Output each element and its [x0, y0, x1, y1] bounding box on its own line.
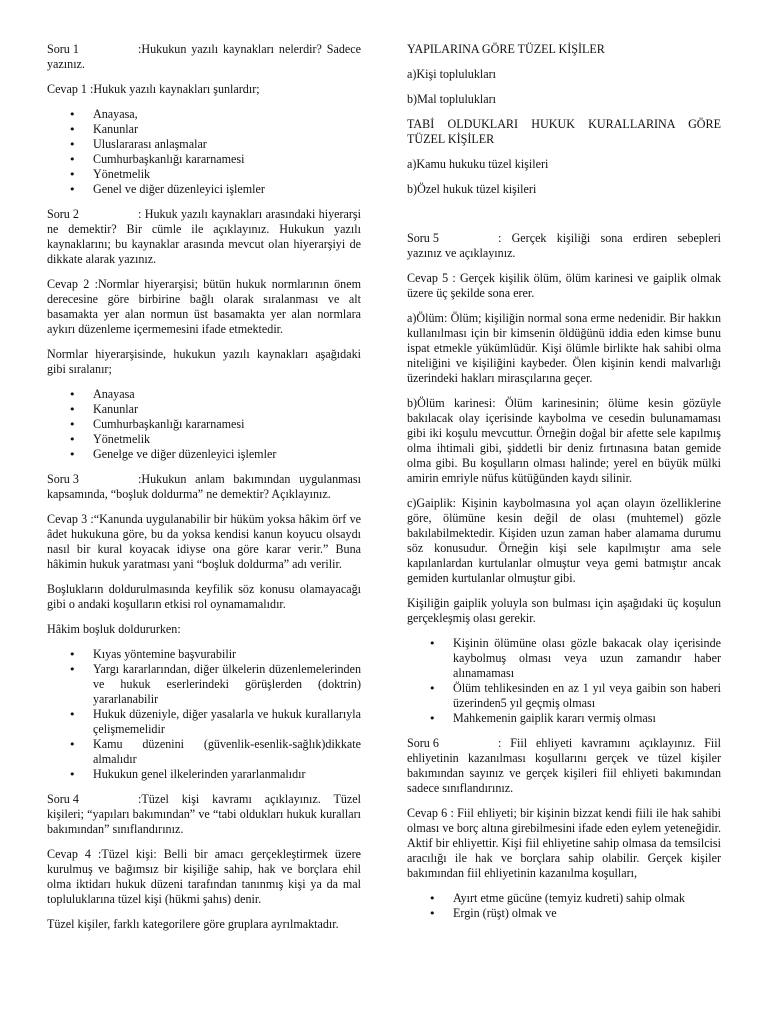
question-6-text: : Fiil ehliyeti kavramını açıklayınız. Fiil ehliyetinin kazanılması koşullarını gerçek ve tüzel kişiler bakımından sayınız ve gerçek kişileri fiil ehliyeti bakımından sadece sınıflandırınız. [407, 736, 721, 795]
answer-3-continued-2: Hâkim boşluk doldururken: [47, 622, 181, 636]
answer-1: Cevap 1 :Hukuk yazılı kaynakları şunlardır; [47, 82, 260, 96]
list-item: • Mahkemenin gaiplik kararı vermiş olması [453, 711, 721, 726]
answer-6-list [407, 891, 721, 921]
answer-4: Cevap 4 :Tüzel kişi: Belli bir amacı gerçekleştirmek üzere kurulmuş ve bağımsız bir kişiliğe sahip, hak ve borçlara ehil olma iktidarı hukuk düzeni tarafından tanınmış kişi ya da mal topluluklarına tüzel kişi (hükmi şahıs) denir. [47, 847, 361, 906]
answer-5-continued: Kişiliğin gaiplik yoluyla son bulması için aşağıdaki üç koşulun gerçekleşmiş olası gerekir. [407, 596, 721, 625]
question-6 [407, 736, 721, 796]
heading-law-type: TABİ OLDUKLARI HUKUK KURALLARINA GÖRE TÜZEL KİŞİLER [407, 117, 721, 146]
list-item: • Genel ve diğer düzenleyici işlemler [93, 182, 361, 197]
list-item: • Hukukun genel ilkelerinden yararlanmalıdır [93, 767, 361, 782]
answer-3-continued: Boşlukların doldurulmasında keyfilik söz konusu olamayacağı gibi o andaki koşulların etkisi rol oynamamalıdır. [47, 582, 361, 611]
question-2 [47, 207, 361, 267]
law-type-item-a: a)Kamu hukuku tüzel kişileri [407, 157, 549, 171]
answer-6: Cevap 6 : Fiil ehliyeti; bir kişinin bizzat kendi fiili ile hak sahibi olması ve borç altına girebilmesini ifade eden eylem yeteneğidir. Aktif bir ehliyettir. Kişi fiil ehliyetine sahip olmasa da temsilcisi aracılığı ile hak ve borçlara sahip olabilir. Gerçek kişiler bakımından fiil ehliyetinin kazanılma koşulları, [407, 806, 721, 880]
answer-5-presumption: b)Ölüm karinesi: Ölüm karinesinin; ölüme kesin gözüyle bakılacak olay içerisinde kaybolma ve cesedin bulunamaması gibi iki koşulu mevcuttur. Örneğin doğal bir afette sele kapılmış olma ihtimali gibi, şiddetli bir deniz fırtınasına batan gemide olma gibi. Bu koşulların olması halinde; yerel en büyük mülki amirin emriyle nüfus kütüğünden kaydı silinir. [407, 396, 721, 485]
question-4 [47, 792, 361, 837]
question-5 [407, 231, 721, 261]
answer-1-list [47, 107, 361, 197]
list-item: • Anayasa [93, 387, 361, 402]
right-column [407, 42, 721, 931]
answer-3-list [47, 647, 361, 782]
question-4-label: Soru 4 [47, 792, 79, 806]
question-4-text: :Tüzel kişi kavramı açıklayınız. Tüzel kişileri; “yapıları bakımından” ve “tabi oldukları hukuk kuralları bakımından” sınıflandırınız. [47, 792, 361, 836]
list-item: • Ayırt etme gücüne (temyiz kudreti) sahip olmak [453, 891, 721, 906]
answer-2-continued: Normlar hiyerarşisinde, hukukun yazılı kaynakları aşağıdaki gibi sıralanır; [47, 347, 361, 376]
list-item: • Kişinin ölümüne olası gözle bakacak olay içerisinde kaybolmuş olması veya uzun zamandır haber alınamaması [453, 636, 721, 681]
question-2-text: : Hukuk yazılı kaynakları arasındaki hiyerarşi ne demektir? Bir cümle ile açıklayınız. Hukukun yazılı kaynaklarını; bu kaynaklar arasında mevcut olan hiyerarşiyi de dikkate alarak yazınız. [47, 207, 361, 266]
list-item: • Anayasa, [93, 107, 361, 122]
question-3-text: :Hukukun anlam bakımından uygulanması kapsamında, “boşluk doldurma” ne demektir? Açıklayınız. [47, 472, 361, 501]
answer-2-list [47, 387, 361, 462]
question-1 [47, 42, 361, 72]
question-3 [47, 472, 361, 502]
question-5-label: Soru 5 [407, 231, 439, 245]
list-item: • Genelge ve diğer düzenleyici işlemler [93, 447, 361, 462]
question-2-label: Soru 2 [47, 207, 79, 221]
list-item: • Cumhurbaşkanlığı kararnamesi [93, 152, 361, 167]
heading-structure: YAPILARINA GÖRE TÜZEL KİŞİLER [407, 42, 605, 56]
question-1-text: :Hukukun yazılı kaynakları nelerdir? Sadece yazınız. [47, 42, 361, 71]
list-item: • Yönetmelik [93, 432, 361, 447]
answer-5-death: a)Ölüm: Ölüm; kişiliğin normal sona erme nedenidir. Bir hakkın kullanılması için bir kimsenin öldüğünü iddia eden kimse bunu ispat etmekle yükümlüdür. Kişi ölümle birlikte hak sahibi olma niteliğini ve kişiliğini kaybeder. Ölen kişinin kendi malvarlığı üzerindeki hakları mirasçılarına geçer. [407, 311, 721, 385]
list-item: • Ergin (rüşt) olmak ve [453, 906, 721, 921]
answer-4-continued: Tüzel kişiler, farklı kategorilere göre gruplara ayrılmaktadır. [47, 917, 339, 931]
list-item: • Kanunlar [93, 122, 361, 137]
list-item: • Hukuk düzeniyle, diğer yasalarla ve hukuk kurallarıyla çelişmemelidir [93, 707, 361, 737]
list-item: • Uluslararası anlaşmalar [93, 137, 361, 152]
list-item: • Kanunlar [93, 402, 361, 417]
question-1-label: Soru 1 [47, 42, 79, 56]
list-item: • Yönetmelik [93, 167, 361, 182]
law-type-item-b: b)Özel hukuk tüzel kişileri [407, 182, 537, 196]
answer-2: Cevap 2 :Normlar hiyerarşisi; bütün hukuk normlarının önem derecesine göre birbirine bağlı olarak sıralanması ve alt basamakta yer alan normun üst basamakta yer alan normlara aykırı düzenleme içermemesini ifade etmektedir. [47, 277, 361, 336]
question-5-text: : Gerçek kişiliği sona erdiren sebepleri yazınız ve açıklayınız. [407, 231, 721, 260]
left-column [47, 42, 361, 942]
answer-5-list [407, 636, 721, 726]
answer-5-absence: c)Gaiplik: Kişinin kaybolmasına yol açan olayın özelliklerine göre, ölümüne kesin değil de olası (muhtemel) gözle bakılabilmektedir. Kişiden uzun zaman haber alamama durumu söz konusudur. Örneğin kişi sele kapılmıştır ama sele kapılanlardan kurtulanlar olmuştur veya gemi batmıştır ancak gemiden kurtulanlar olmuştur gibi. [407, 496, 721, 585]
list-item: • Kıyas yöntemine başvurabilir [93, 647, 361, 662]
structure-item-a: a)Kişi toplulukları [407, 67, 497, 81]
structure-item-b: b)Mal toplulukları [407, 92, 497, 106]
question-6-label: Soru 6 [407, 736, 439, 750]
list-item: • Cumhurbaşkanlığı kararnamesi [93, 417, 361, 432]
list-item: • Ölüm tehlikesinden en az 1 yıl veya gaibin son haberi üzerinden5 yıl geçmiş olması [453, 681, 721, 711]
list-item: • Kamu düzenini (güvenlik-esenlik-sağlık)dikkate almalıdır [93, 737, 361, 767]
list-item: • Yargı kararlarından, diğer ülkelerin düzenlemelerinden ve hukuk eserlerindeki görüşlerden (doktrin) yararlanabilir [93, 662, 361, 707]
answer-5: Cevap 5 : Gerçek kişilik ölüm, ölüm karinesi ve gaiplik olmak üzere üç şekilde sona erer. [407, 271, 721, 300]
answer-3: Cevap 3 :“Kanunda uygulanabilir bir hüküm yoksa hâkim örf ve âdet hukukuna göre, bu da yoksa kendisi kanun koyucu olsaydı nasıl bir kural koyacak idiyse ona göre karar verir.” Buna hâkimin hukuk yaratması yani “boşluk doldurma” adı verilir. [47, 512, 361, 571]
question-3-label: Soru 3 [47, 472, 79, 486]
